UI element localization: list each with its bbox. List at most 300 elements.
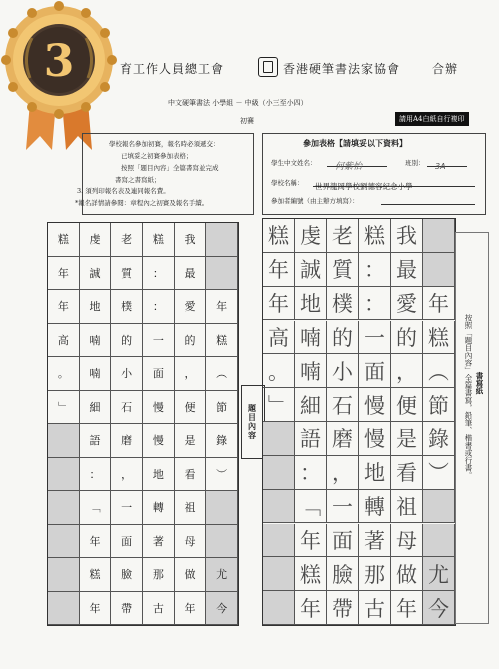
writing-cell[interactable] — [359, 388, 391, 422]
reference-cell — [111, 491, 143, 525]
name-field[interactable] — [327, 154, 387, 172]
handwritten-char: ︵ — [428, 359, 449, 384]
handwritten-char: 一 — [364, 325, 385, 350]
writing-cell[interactable] — [327, 354, 359, 388]
writing-cell[interactable] — [423, 219, 455, 253]
writing-cell[interactable] — [359, 422, 391, 456]
handwritten-char: 質 — [332, 258, 353, 283]
reference-char: 喃 — [89, 367, 101, 381]
reference-char: 細 — [89, 400, 101, 414]
writing-cell[interactable] — [391, 422, 423, 456]
reference-char: 做 — [184, 568, 196, 582]
writing-cell[interactable] — [263, 287, 295, 321]
association-logo-icon — [258, 57, 278, 77]
handwritten-char: 石 — [332, 393, 353, 418]
reference-cell — [111, 391, 143, 425]
reference-cell — [175, 223, 207, 257]
handwritten-char: 一 — [332, 495, 353, 520]
writing-cell[interactable] — [423, 490, 455, 524]
reference-cell — [175, 391, 207, 425]
reference-char: 母 — [184, 534, 196, 548]
writing-cell[interactable] — [295, 490, 327, 524]
handwritten-char: 糕 — [364, 224, 385, 249]
handwritten-char: 我 — [396, 224, 417, 249]
writing-cell[interactable] — [263, 557, 295, 591]
handwritten-char: ︶ — [428, 461, 449, 486]
writing-cell[interactable] — [391, 591, 423, 625]
reference-cell — [48, 223, 80, 257]
writing-cell[interactable] — [263, 524, 295, 558]
writing-cell[interactable] — [391, 253, 423, 287]
writing-cell[interactable] — [327, 490, 359, 524]
handwritten-char: 做 — [396, 562, 417, 587]
reference-char: 臉 — [121, 568, 133, 582]
writing-cell[interactable] — [327, 219, 359, 253]
reference-cell — [175, 257, 207, 291]
writing-cell[interactable] — [359, 354, 391, 388]
handwriting-grid — [262, 218, 456, 626]
writing-cell[interactable] — [423, 388, 455, 422]
writing-cell[interactable] — [327, 591, 359, 625]
name-label: 學生中文姓名： — [271, 159, 317, 167]
handwritten-char: 細 — [300, 393, 321, 418]
handwritten-char: 糕 — [268, 224, 289, 249]
handwritten-char: 臉 — [332, 562, 353, 587]
reference-cell — [111, 592, 143, 626]
reference-char: 喃 — [89, 333, 101, 347]
handwritten-char: 年 — [300, 528, 321, 553]
handwritten-char: 的 — [332, 325, 353, 350]
reference-char: 質 — [121, 266, 133, 280]
writing-cell[interactable] — [423, 524, 455, 558]
reference-cell — [143, 424, 175, 458]
reference-cell — [206, 491, 238, 525]
handwritten-char: 糕 — [428, 325, 449, 350]
class-label: 班別： — [405, 159, 425, 167]
handwritten-char: 最 — [396, 258, 417, 283]
reference-text-grid — [47, 222, 239, 626]
handwritten-char: 是 — [396, 427, 417, 452]
reference-char: 糕 — [216, 333, 228, 347]
reference-cell — [175, 324, 207, 358]
reference-cell — [143, 458, 175, 492]
reference-char: 石 — [121, 400, 133, 414]
reference-cell — [111, 257, 143, 291]
writing-cell[interactable] — [295, 219, 327, 253]
reference-cell — [111, 324, 143, 358]
reference-char: 最 — [184, 266, 196, 280]
reference-cell — [175, 458, 207, 492]
handwritten-char: 節 — [428, 393, 449, 418]
writing-cell[interactable] — [391, 321, 423, 355]
reference-cell — [206, 525, 238, 559]
handwritten-char: 語 — [300, 427, 321, 452]
writing-cell[interactable] — [295, 388, 327, 422]
reference-char: 今 — [216, 601, 228, 615]
reference-char: 地 — [89, 300, 101, 314]
handwritten-char: 著 — [364, 528, 385, 553]
reference-cell — [111, 458, 143, 492]
badge-rank: 3 — [43, 36, 75, 87]
handwritten-char: 誠 — [300, 258, 321, 283]
writing-cell[interactable] — [359, 591, 391, 625]
writing-cell[interactable] — [391, 287, 423, 321]
school-field[interactable] — [313, 174, 475, 191]
reference-cell — [48, 424, 80, 458]
writing-cell[interactable] — [263, 456, 295, 490]
writing-cell[interactable] — [359, 557, 391, 591]
writing-cell[interactable] — [359, 287, 391, 321]
school-label: 學校名稱： — [271, 179, 304, 187]
writing-cell[interactable] — [423, 557, 455, 591]
writing-cell[interactable] — [359, 321, 391, 355]
writing-cell[interactable] — [423, 253, 455, 287]
reference-char: 尤 — [216, 568, 228, 582]
reference-cell — [143, 290, 175, 324]
instructions-box — [75, 133, 254, 215]
reference-cell — [111, 558, 143, 592]
reference-cell — [111, 223, 143, 257]
reference-cell — [143, 491, 175, 525]
reference-char: 年 — [57, 266, 69, 280]
handwritten-char: 看 — [396, 461, 417, 486]
writing-cell[interactable] — [295, 422, 327, 456]
reference-cell — [175, 290, 207, 324]
reference-char: 老 — [121, 233, 133, 247]
reference-cell — [143, 223, 175, 257]
writing-cell[interactable] — [263, 422, 295, 456]
reference-cell — [80, 491, 112, 525]
reference-cell — [48, 592, 80, 626]
reference-char: 一 — [152, 333, 164, 347]
handwritten-char: 糕 — [300, 562, 321, 587]
writing-cell[interactable] — [391, 456, 423, 490]
writing-cell[interactable] — [423, 287, 455, 321]
handwritten-char: 小 — [332, 359, 353, 384]
reference-cell — [111, 290, 143, 324]
reference-char: ， — [121, 467, 133, 481]
writing-cell[interactable] — [295, 354, 327, 388]
reference-cell — [143, 257, 175, 291]
reference-char: 愛 — [184, 300, 196, 314]
reference-char: ： — [152, 266, 164, 280]
handwritten-char: 老 — [332, 224, 353, 249]
reference-char: 帶 — [121, 601, 133, 615]
handwritten-char: 喃 — [300, 359, 321, 384]
writing-cell[interactable] — [423, 591, 455, 625]
handwritten-char: 今 — [428, 596, 449, 621]
writing-cell[interactable] — [263, 253, 295, 287]
writing-cell[interactable] — [295, 321, 327, 355]
reference-char: 。 — [57, 367, 69, 381]
reference-cell — [80, 223, 112, 257]
reference-cell — [48, 257, 80, 291]
reference-char: 是 — [184, 434, 196, 448]
reference-char: ﹁ — [89, 501, 101, 515]
writing-cell[interactable] — [263, 219, 295, 253]
writing-cell[interactable] — [391, 219, 423, 253]
class-field[interactable] — [427, 154, 467, 171]
writing-cell[interactable] — [327, 253, 359, 287]
reference-cell — [80, 424, 112, 458]
reference-char: ： — [152, 300, 164, 314]
reference-cell — [143, 357, 175, 391]
handwritten-char: 地 — [364, 461, 385, 486]
handwritten-char: 年 — [268, 258, 289, 283]
handwritten-char: 磨 — [332, 427, 353, 452]
reference-char: 語 — [89, 434, 101, 448]
writing-cell[interactable] — [263, 591, 295, 625]
reference-char: 的 — [121, 333, 133, 347]
handwritten-char: ﹂ — [268, 393, 289, 418]
reference-char: 錄 — [216, 434, 228, 448]
writing-cell[interactable] — [423, 354, 455, 388]
reference-char: ： — [89, 467, 101, 481]
reference-char: 糕 — [152, 233, 164, 247]
reference-cell — [175, 525, 207, 559]
handwritten-char: ， — [396, 359, 417, 384]
reference-cell — [143, 592, 175, 626]
reference-char: 轉 — [152, 501, 164, 515]
handwritten-char: 便 — [396, 393, 417, 418]
reference-char: 面 — [152, 367, 164, 381]
reference-cell — [206, 223, 238, 257]
reference-char: ︵ — [216, 367, 228, 381]
side-note-title: 書寫紙 — [475, 372, 484, 395]
writing-cell[interactable] — [423, 321, 455, 355]
handwritten-char: 尤 — [428, 562, 449, 587]
reference-char: 那 — [152, 568, 164, 582]
reference-char: ， — [184, 367, 196, 381]
topic-content-label: 題目內容 — [241, 385, 265, 459]
reference-char: 的 — [184, 333, 196, 347]
reference-cell — [206, 391, 238, 425]
writing-cell[interactable] — [359, 456, 391, 490]
reference-char: 糕 — [89, 568, 101, 582]
reference-cell — [48, 391, 80, 425]
class-value: 3A — [435, 162, 446, 171]
school-value: 世界龍岡學校劉德容紀念小學 — [315, 182, 413, 191]
handwritten-char: 面 — [332, 528, 353, 553]
side-note-body: 按照「題目內容」全篇書寫，鉛筆、楷書或行書。 — [464, 314, 473, 479]
reference-char: 節 — [216, 400, 228, 414]
instruction-line: 已填妥之初賽參加表格； — [121, 152, 193, 160]
reference-cell — [48, 491, 80, 525]
handwritten-char: 年 — [428, 292, 449, 317]
instruction-line: 學校報名參加初賽，報名時必須遞交： — [109, 140, 220, 148]
reference-cell — [206, 424, 238, 458]
writing-cell[interactable] — [295, 524, 327, 558]
reference-cell — [206, 290, 238, 324]
org-right: 香港硬筆書法家協會 — [283, 62, 401, 76]
reference-cell — [206, 458, 238, 492]
reference-char: 年 — [57, 300, 69, 314]
co-organizer: 合辦 — [432, 62, 459, 76]
reference-cell — [175, 491, 207, 525]
handwritten-char: 年 — [396, 596, 417, 621]
writing-cell[interactable] — [423, 422, 455, 456]
writing-cell[interactable] — [327, 287, 359, 321]
handwritten-char: 錄 — [428, 427, 449, 452]
reference-char: 地 — [152, 467, 164, 481]
reference-cell — [48, 357, 80, 391]
reference-cell — [175, 592, 207, 626]
handwritten-char: ， — [332, 461, 353, 486]
reference-cell — [80, 391, 112, 425]
writing-cell[interactable] — [359, 219, 391, 253]
handwritten-char: ： — [300, 461, 321, 486]
handwritten-char: 面 — [364, 359, 385, 384]
instruction-line: 書寫之書寫紙； — [115, 176, 161, 184]
handwritten-char: 慢 — [364, 427, 385, 452]
reference-cell — [206, 357, 238, 391]
reference-cell — [48, 458, 80, 492]
reference-char: 年 — [184, 601, 196, 615]
reference-cell — [175, 357, 207, 391]
reference-cell — [80, 290, 112, 324]
writing-cell[interactable] — [391, 354, 423, 388]
handwritten-char: 帶 — [332, 596, 353, 621]
reference-cell — [111, 525, 143, 559]
reference-char: 慢 — [152, 400, 164, 414]
reference-cell — [80, 458, 112, 492]
reference-cell — [48, 324, 80, 358]
reference-cell — [143, 391, 175, 425]
reference-char: 虔 — [89, 233, 101, 247]
reference-cell — [80, 257, 112, 291]
number-field[interactable] — [381, 192, 475, 205]
handwritten-char: 那 — [364, 562, 385, 587]
handwritten-char: 母 — [396, 528, 417, 553]
reference-char: 磨 — [121, 434, 133, 448]
writing-cell[interactable] — [327, 524, 359, 558]
paper-note: 請用A4白紙自行複印 — [395, 112, 469, 126]
reference-cell — [143, 558, 175, 592]
instruction-line: 3. 須列印報名表及連同報名費。 — [77, 187, 170, 195]
handwritten-char: 虔 — [300, 224, 321, 249]
writing-cell[interactable] — [295, 287, 327, 321]
writing-cell[interactable] — [359, 524, 391, 558]
handwritten-char: 喃 — [300, 325, 321, 350]
reference-cell — [206, 558, 238, 592]
writing-cell[interactable] — [391, 388, 423, 422]
writing-cell[interactable] — [295, 591, 327, 625]
reference-cell — [80, 558, 112, 592]
entry-form-box — [262, 133, 486, 215]
handwritten-char: ： — [364, 258, 385, 283]
writing-cell[interactable] — [391, 490, 423, 524]
reference-char: 糕 — [57, 233, 69, 247]
competition-title: 中文硬筆書法 小學組 － 中級（小三至小四） — [168, 99, 308, 107]
reference-char: 便 — [184, 400, 196, 414]
reference-cell — [80, 525, 112, 559]
writing-cell[interactable] — [295, 456, 327, 490]
reference-char: ︶ — [216, 467, 228, 481]
reference-char: 高 — [57, 333, 69, 347]
reference-cell — [175, 424, 207, 458]
instruction-line: *報名詳情請參閱：章程內之初賽及報名手續。 — [75, 199, 209, 207]
writing-cell[interactable] — [327, 422, 359, 456]
reference-cell — [48, 290, 80, 324]
reference-cell — [80, 324, 112, 358]
writing-cell[interactable] — [391, 524, 423, 558]
reference-char: 慢 — [152, 434, 164, 448]
writing-cell[interactable] — [359, 490, 391, 524]
writing-cell[interactable] — [263, 490, 295, 524]
reference-cell — [80, 357, 112, 391]
writing-cell[interactable] — [359, 253, 391, 287]
reference-cell — [143, 525, 175, 559]
reference-cell — [48, 525, 80, 559]
handwritten-char: 地 — [300, 292, 321, 317]
reference-cell — [80, 592, 112, 626]
reference-char: 祖 — [184, 501, 196, 515]
reference-cell — [48, 558, 80, 592]
handwritten-char: 。 — [268, 359, 289, 384]
reference-cell — [206, 592, 238, 626]
reference-char: 樸 — [121, 300, 133, 314]
handwritten-char: ﹁ — [300, 495, 321, 520]
reference-char: 一 — [121, 501, 133, 515]
instruction-line: 按照「題目內容」全篇書寫並完成 — [121, 164, 219, 172]
handwritten-char: 轉 — [364, 495, 385, 520]
reference-char: 年 — [216, 300, 228, 314]
name-value: 何紫怡 — [335, 162, 363, 172]
reference-char: 古 — [152, 601, 164, 615]
handwritten-char: 愛 — [396, 292, 417, 317]
reference-cell — [206, 257, 238, 291]
writing-cell[interactable] — [295, 557, 327, 591]
handwritten-char: 年 — [268, 292, 289, 317]
writing-cell[interactable] — [263, 321, 295, 355]
writing-cell[interactable] — [263, 354, 295, 388]
round-label: 初賽 — [240, 117, 254, 125]
handwritten-char: 的 — [396, 325, 417, 350]
writing-cell[interactable] — [295, 253, 327, 287]
org-left: 育工作人員總工會 — [120, 62, 225, 76]
reference-cell — [175, 558, 207, 592]
reference-char: 年 — [89, 601, 101, 615]
reference-char: 看 — [184, 467, 196, 481]
handwritten-char: 慢 — [364, 393, 385, 418]
writing-cell[interactable] — [327, 456, 359, 490]
reference-char: 我 — [184, 233, 196, 247]
writing-cell[interactable] — [327, 388, 359, 422]
reference-char: 小 — [121, 367, 133, 381]
reference-cell — [206, 324, 238, 358]
handwritten-char: ： — [364, 292, 385, 317]
reference-char: 面 — [121, 534, 133, 548]
reference-cell — [111, 357, 143, 391]
handwritten-char: 年 — [300, 596, 321, 621]
reference-char: 著 — [152, 534, 164, 548]
writing-cell[interactable] — [423, 456, 455, 490]
reference-char: 年 — [89, 534, 101, 548]
form-title: 參加表格【請填妥以下資料】 — [303, 138, 407, 148]
number-label: 參加者編號（由主辦方填寫）： — [271, 197, 359, 205]
writing-cell[interactable] — [263, 388, 295, 422]
writing-cell[interactable] — [391, 557, 423, 591]
reference-char: ﹂ — [57, 400, 69, 414]
handwritten-char: 高 — [268, 325, 289, 350]
handwritten-char: 樸 — [332, 292, 353, 317]
reference-char: 誠 — [89, 266, 101, 280]
writing-cell[interactable] — [327, 321, 359, 355]
writing-cell[interactable] — [327, 557, 359, 591]
handwritten-char: 祖 — [396, 495, 417, 520]
reference-cell — [143, 324, 175, 358]
reference-cell — [111, 424, 143, 458]
